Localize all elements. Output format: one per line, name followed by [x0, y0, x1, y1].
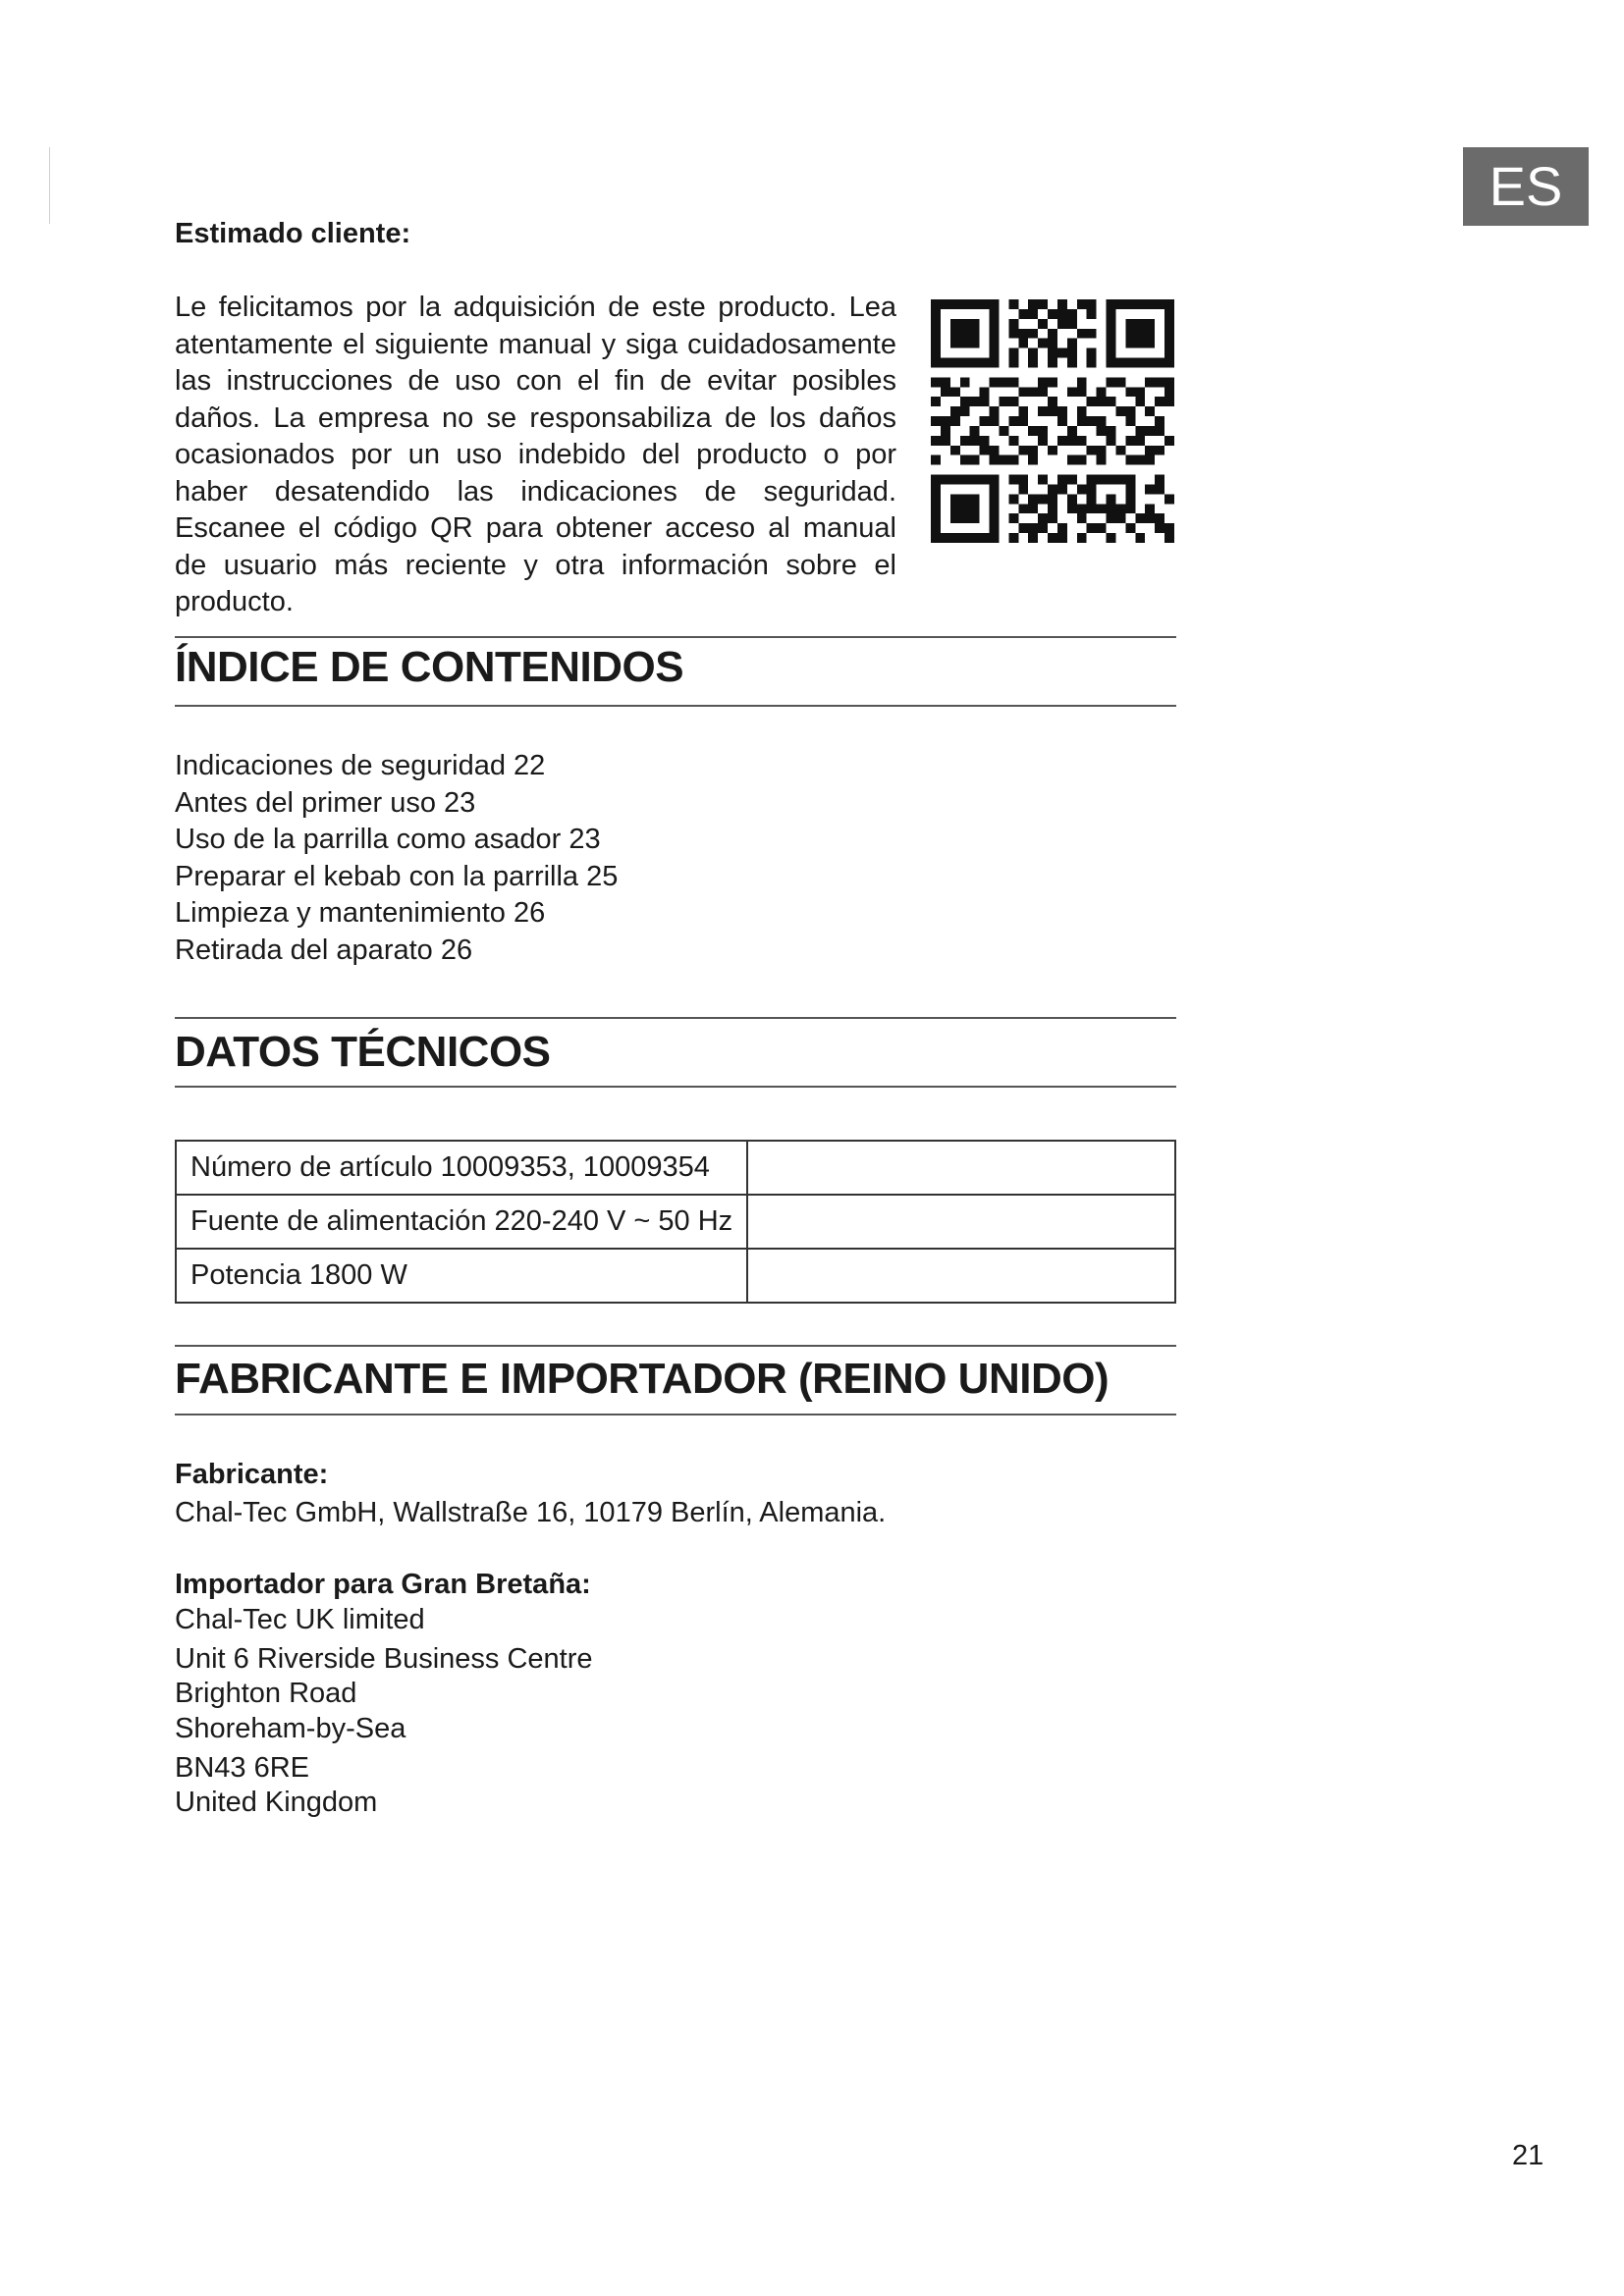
importer-line: Brighton Road	[175, 1678, 357, 1709]
table-cell-empty	[747, 1249, 1175, 1303]
tech-title: DATOS TÉCNICOS	[175, 1028, 551, 1076]
section-rule	[175, 636, 1176, 638]
maker-title: FABRICANTE E IMPORTADOR (REINO UNIDO)	[175, 1355, 1110, 1403]
section-rule	[175, 1086, 1176, 1088]
toc-item: Limpieza y mantenimiento 26	[175, 897, 546, 929]
qr-code-icon	[931, 299, 1174, 543]
section-rule	[175, 1414, 1176, 1415]
toc-title: ÍNDICE DE CONTENIDOS	[175, 643, 684, 691]
manufacturer-address: Chal-Tec GmbH, Wallstraße 16, 10179 Berlín, Alemania.	[175, 1497, 887, 1528]
importer-label: Importador para Gran Bretaña:	[175, 1569, 591, 1600]
toc-item: Preparar el kebab con la parrilla 25	[175, 860, 619, 892]
greeting: Estimado cliente:	[175, 218, 411, 249]
table-cell: Fuente de alimentación 220-240 V ~ 50 Hz	[176, 1195, 747, 1249]
table-row	[176, 1249, 1175, 1303]
table-cell: Número de artículo 10009353, 10009354	[176, 1141, 747, 1195]
table-row	[176, 1195, 1175, 1249]
page-number: 21	[1512, 2140, 1544, 2171]
toc-list	[175, 748, 618, 969]
importer-line: Chal-Tec UK limited	[175, 1604, 425, 1635]
intro-paragraph: Le felicitamos por la adquisición de este producto. Lea atentamente el siguiente manual y siga cuidadosamente las instrucciones de uso con el fin de evitar posibles daños. La empresa no se responsabiliza de los daños ocasionados por un uso indebido del producto o por haber desatendido las indicaciones de seguridad. Escanee el código QR para obtener acceso al manual de usuario más reciente y otra información sobre el producto.	[175, 292, 896, 617]
section-rule	[175, 705, 1176, 707]
importer-line: BN43 6RE	[175, 1752, 310, 1784]
manufacturer-label: Fabricante:	[175, 1459, 329, 1490]
section-rule	[175, 1345, 1176, 1347]
importer-line: Shoreham-by-Sea	[175, 1713, 406, 1744]
tech-specs-table	[175, 1140, 1176, 1304]
table-cell: Potencia 1800 W	[176, 1249, 747, 1303]
section-rule	[175, 1017, 1176, 1019]
table-cell-empty	[747, 1195, 1175, 1249]
toc-item: Antes del primer uso 23	[175, 786, 476, 819]
toc-item: Indicaciones de seguridad 22	[175, 750, 546, 781]
table-row	[176, 1141, 1175, 1195]
margin-line	[49, 147, 50, 224]
language-badge: ES	[1463, 147, 1589, 226]
importer-line: United Kingdom	[175, 1787, 378, 1818]
toc-item: Retirada del aparato 26	[175, 934, 473, 966]
table-cell-empty	[747, 1141, 1175, 1195]
importer-line: Unit 6 Riverside Business Centre	[175, 1643, 593, 1675]
toc-item: Uso de la parrilla como asador 23	[175, 824, 601, 855]
